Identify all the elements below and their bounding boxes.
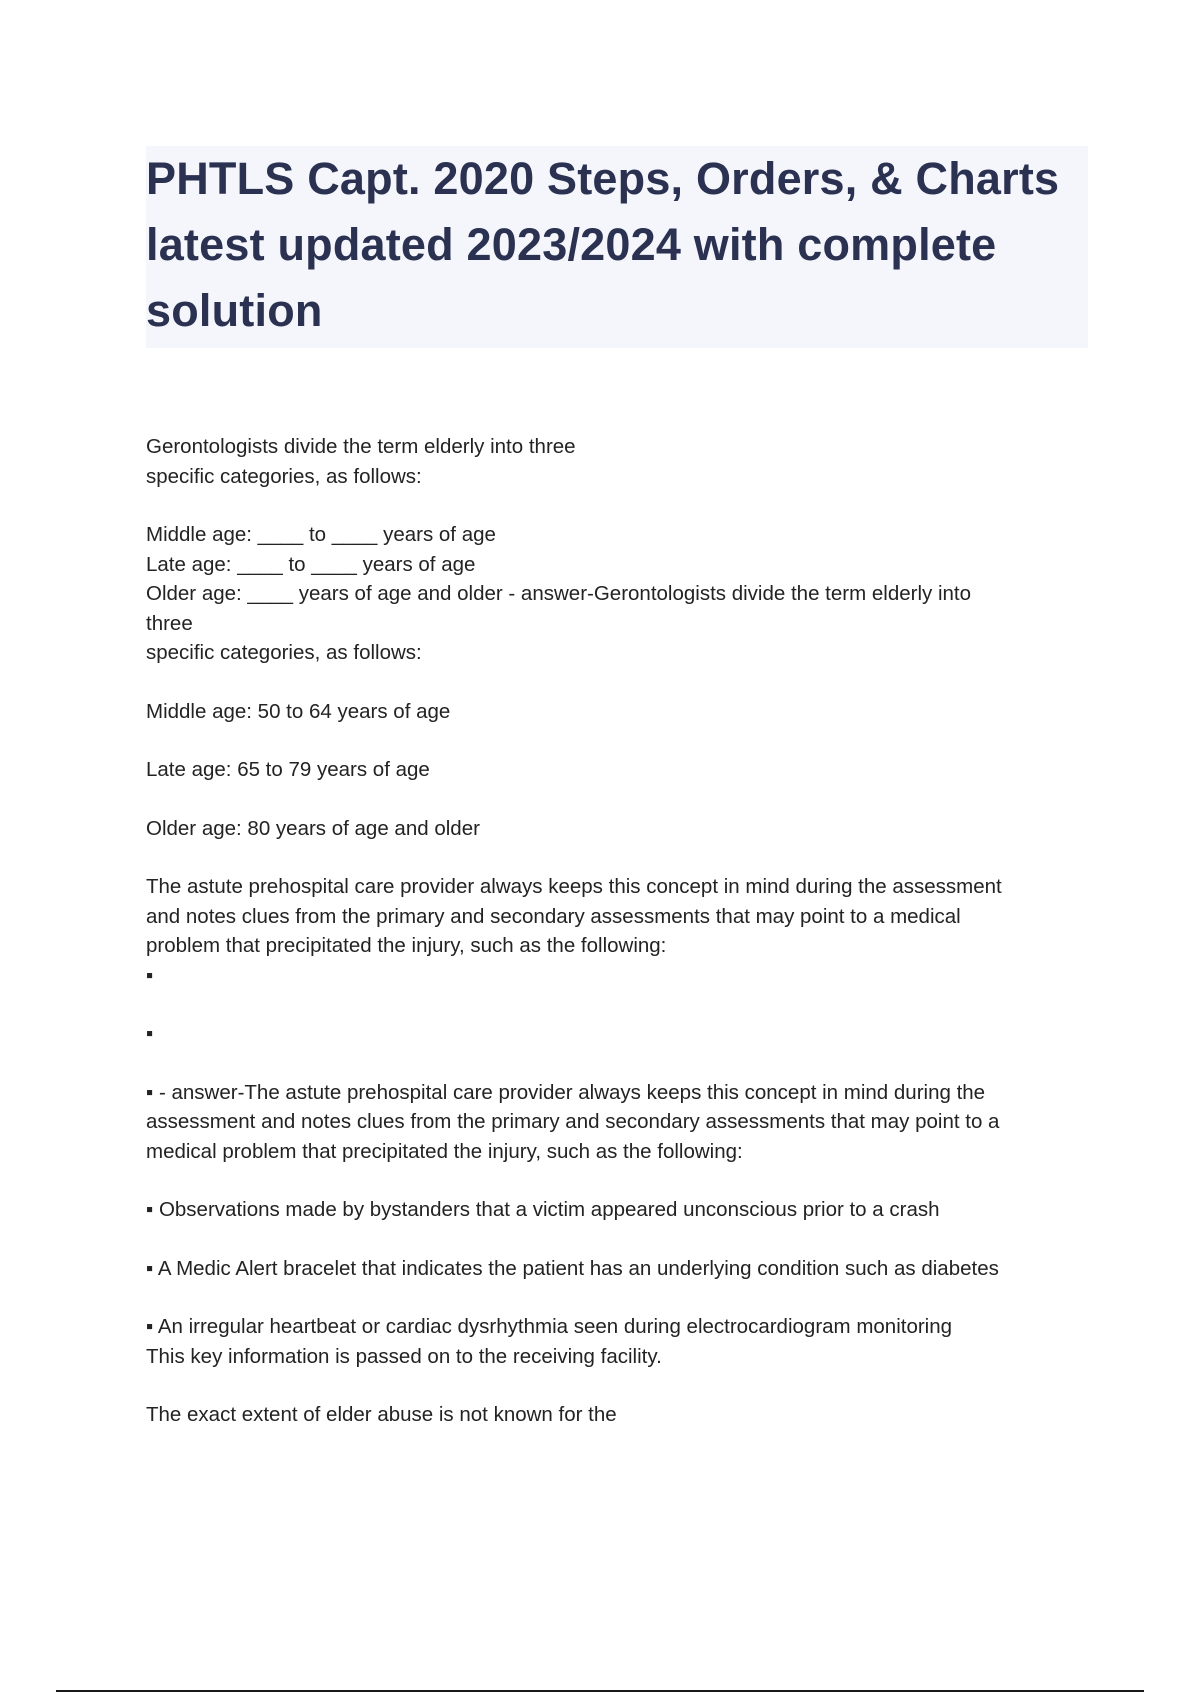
- text-line: This key information is passed on to the receiving facility.: [146, 1344, 662, 1368]
- paragraph-astute-question: [146, 872, 1086, 990]
- bullet-line: ▪ Observations made by bystanders that a victim appeared unconscious prior to a crash: [146, 1198, 940, 1221]
- paragraph-intro: [146, 432, 1086, 491]
- bullet-line: ▪: [146, 1022, 154, 1045]
- text-line: specific categories, as follows:: [146, 464, 422, 488]
- text-line: Late age: 65 to 79 years of age: [146, 758, 430, 781]
- bullet-line: ▪ A Medic Alert bracelet that indicates the patient has an underlying condition such as diabetes: [146, 1256, 999, 1280]
- text-line: specific categories, as follows:: [146, 641, 422, 664]
- text-line: The astute prehospital care provider always keeps this concept in mind during the assessment: [146, 875, 1002, 898]
- text-line: and notes clues from the primary and secondary assessments that may point to a medical: [146, 904, 961, 928]
- document-title: PHTLS Capt. 2020 Steps, Orders, & Charts latest updated 2023/2024 with complete solution: [146, 153, 1060, 336]
- text-line: ▪ - answer-The astute prehospital care provider always keeps this concept in mind during the: [146, 1080, 986, 1104]
- text-line: Older age: 80 years of age and older: [146, 816, 480, 840]
- text-line: medical problem that precipitated the injury, such as the following:: [146, 1139, 743, 1163]
- paragraph-astute-answer: [146, 1078, 1086, 1167]
- text-line: Gerontologists divide the term elderly into three: [146, 435, 576, 458]
- bullet-line: ▪: [146, 963, 154, 987]
- paragraph-late-age: [146, 755, 1086, 785]
- text-line: Older age: ____ years of age and older - answer-Gerontologists divide the term elderly into: [146, 582, 972, 605]
- text-line: The exact extent of elder abuse is not known for the: [146, 1403, 617, 1426]
- paragraph-bullet-empty: [146, 1019, 1086, 1049]
- bullet-line: ▪ An irregular heartbeat or cardiac dysrhythmia seen during electrocardiogram monitoring: [146, 1315, 953, 1338]
- text-line: Middle age: 50 to 64 years of age: [146, 699, 451, 723]
- text-line: three: [146, 611, 193, 635]
- title-box: [146, 146, 1088, 348]
- text-line: problem that precipitated the injury, such as the following:: [146, 934, 667, 957]
- text-line: Late age: ____ to ____ years of age: [146, 552, 476, 576]
- paragraph-older-age: [146, 814, 1086, 844]
- bullet-medic-alert: [146, 1254, 1086, 1284]
- paragraph-elder-abuse: [146, 1400, 1086, 1430]
- paragraph-question-ages: [146, 520, 1086, 668]
- bullet-heartbeat: [146, 1312, 1086, 1371]
- paragraph-middle-age: [146, 697, 1086, 727]
- document-body: [146, 432, 1086, 1430]
- bullet-observations: [146, 1195, 1086, 1225]
- text-line: Middle age: ____ to ____ years of age: [146, 523, 496, 546]
- footer-divider: [56, 1690, 1144, 1692]
- text-line: assessment and notes clues from the primary and secondary assessments that may point to a: [146, 1110, 1000, 1133]
